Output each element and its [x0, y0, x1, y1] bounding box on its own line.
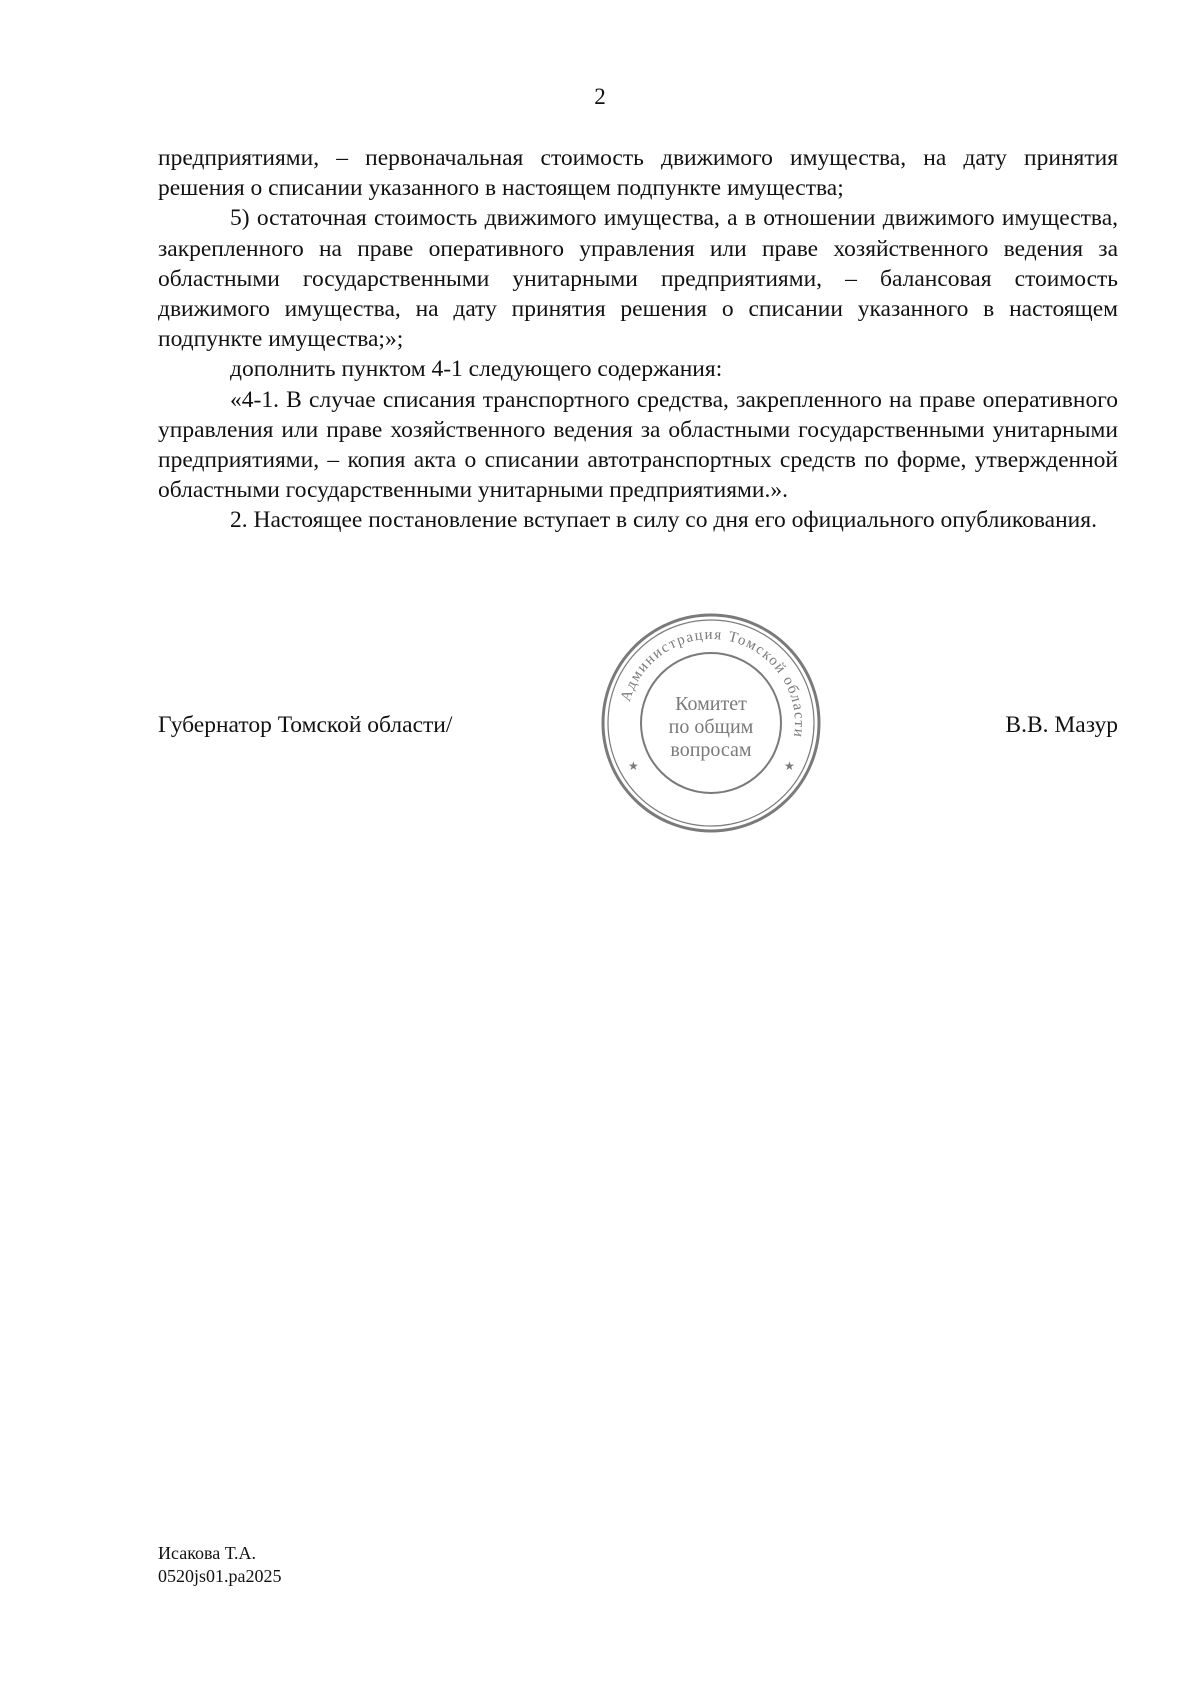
paragraph: 5) остаточная стоимость движимого имущества, а в отношении движимого имущества, закрепленного на праве оперативного управления или праве хозяйственного ведения за областными государственными унитарными предприятиями, – балансовая стоимость движимого имущества, на дату принятия решения о списании указанного в настоящем подпункте имущества;»;: [158, 205, 1118, 353]
footer: [158, 1542, 282, 1588]
stamp-center-line: Комитет: [675, 693, 747, 715]
paragraph: дополнить пунктом 4-1 следующего содержания:: [230, 356, 723, 383]
stamp-ring-text: Администрация Томской области: [618, 626, 808, 740]
paragraph: «4-1. В случае списания транспортного средства, закрепленного на праве оперативного управления или праве хозяйственного ведения за областными государственными унитарными предприятиями, – копия акта о списании автотранспортных средств по форме, утвержденной областными государственными унитарными предприятиями.».: [158, 386, 1118, 504]
stamp-star-icon: ★: [784, 759, 795, 773]
signer-name: В.В. Мазур: [1005, 712, 1118, 738]
stamp-star-icon: ★: [628, 759, 639, 773]
signer-title: Губернатор Томской области/: [158, 712, 453, 738]
paragraph: 2. Настоящее постановление вступает в силу со дня его официального опубликования.: [230, 507, 1097, 534]
stamp-center-line: вопросам: [670, 739, 752, 761]
executor-name: Исакова Т.А.: [158, 1543, 256, 1563]
page-number: 2: [594, 84, 606, 109]
stamp-center-line: по общим: [668, 716, 754, 738]
paragraph: предприятиями, – первоначальная стоимость движимого имущества, на дату принятия решения о списании указанного в настоящем подпункте имущества;: [158, 145, 1118, 202]
official-stamp: [598, 610, 824, 836]
document-code: 0520js01.pa2025: [158, 1566, 282, 1586]
document-body: [158, 143, 1118, 536]
